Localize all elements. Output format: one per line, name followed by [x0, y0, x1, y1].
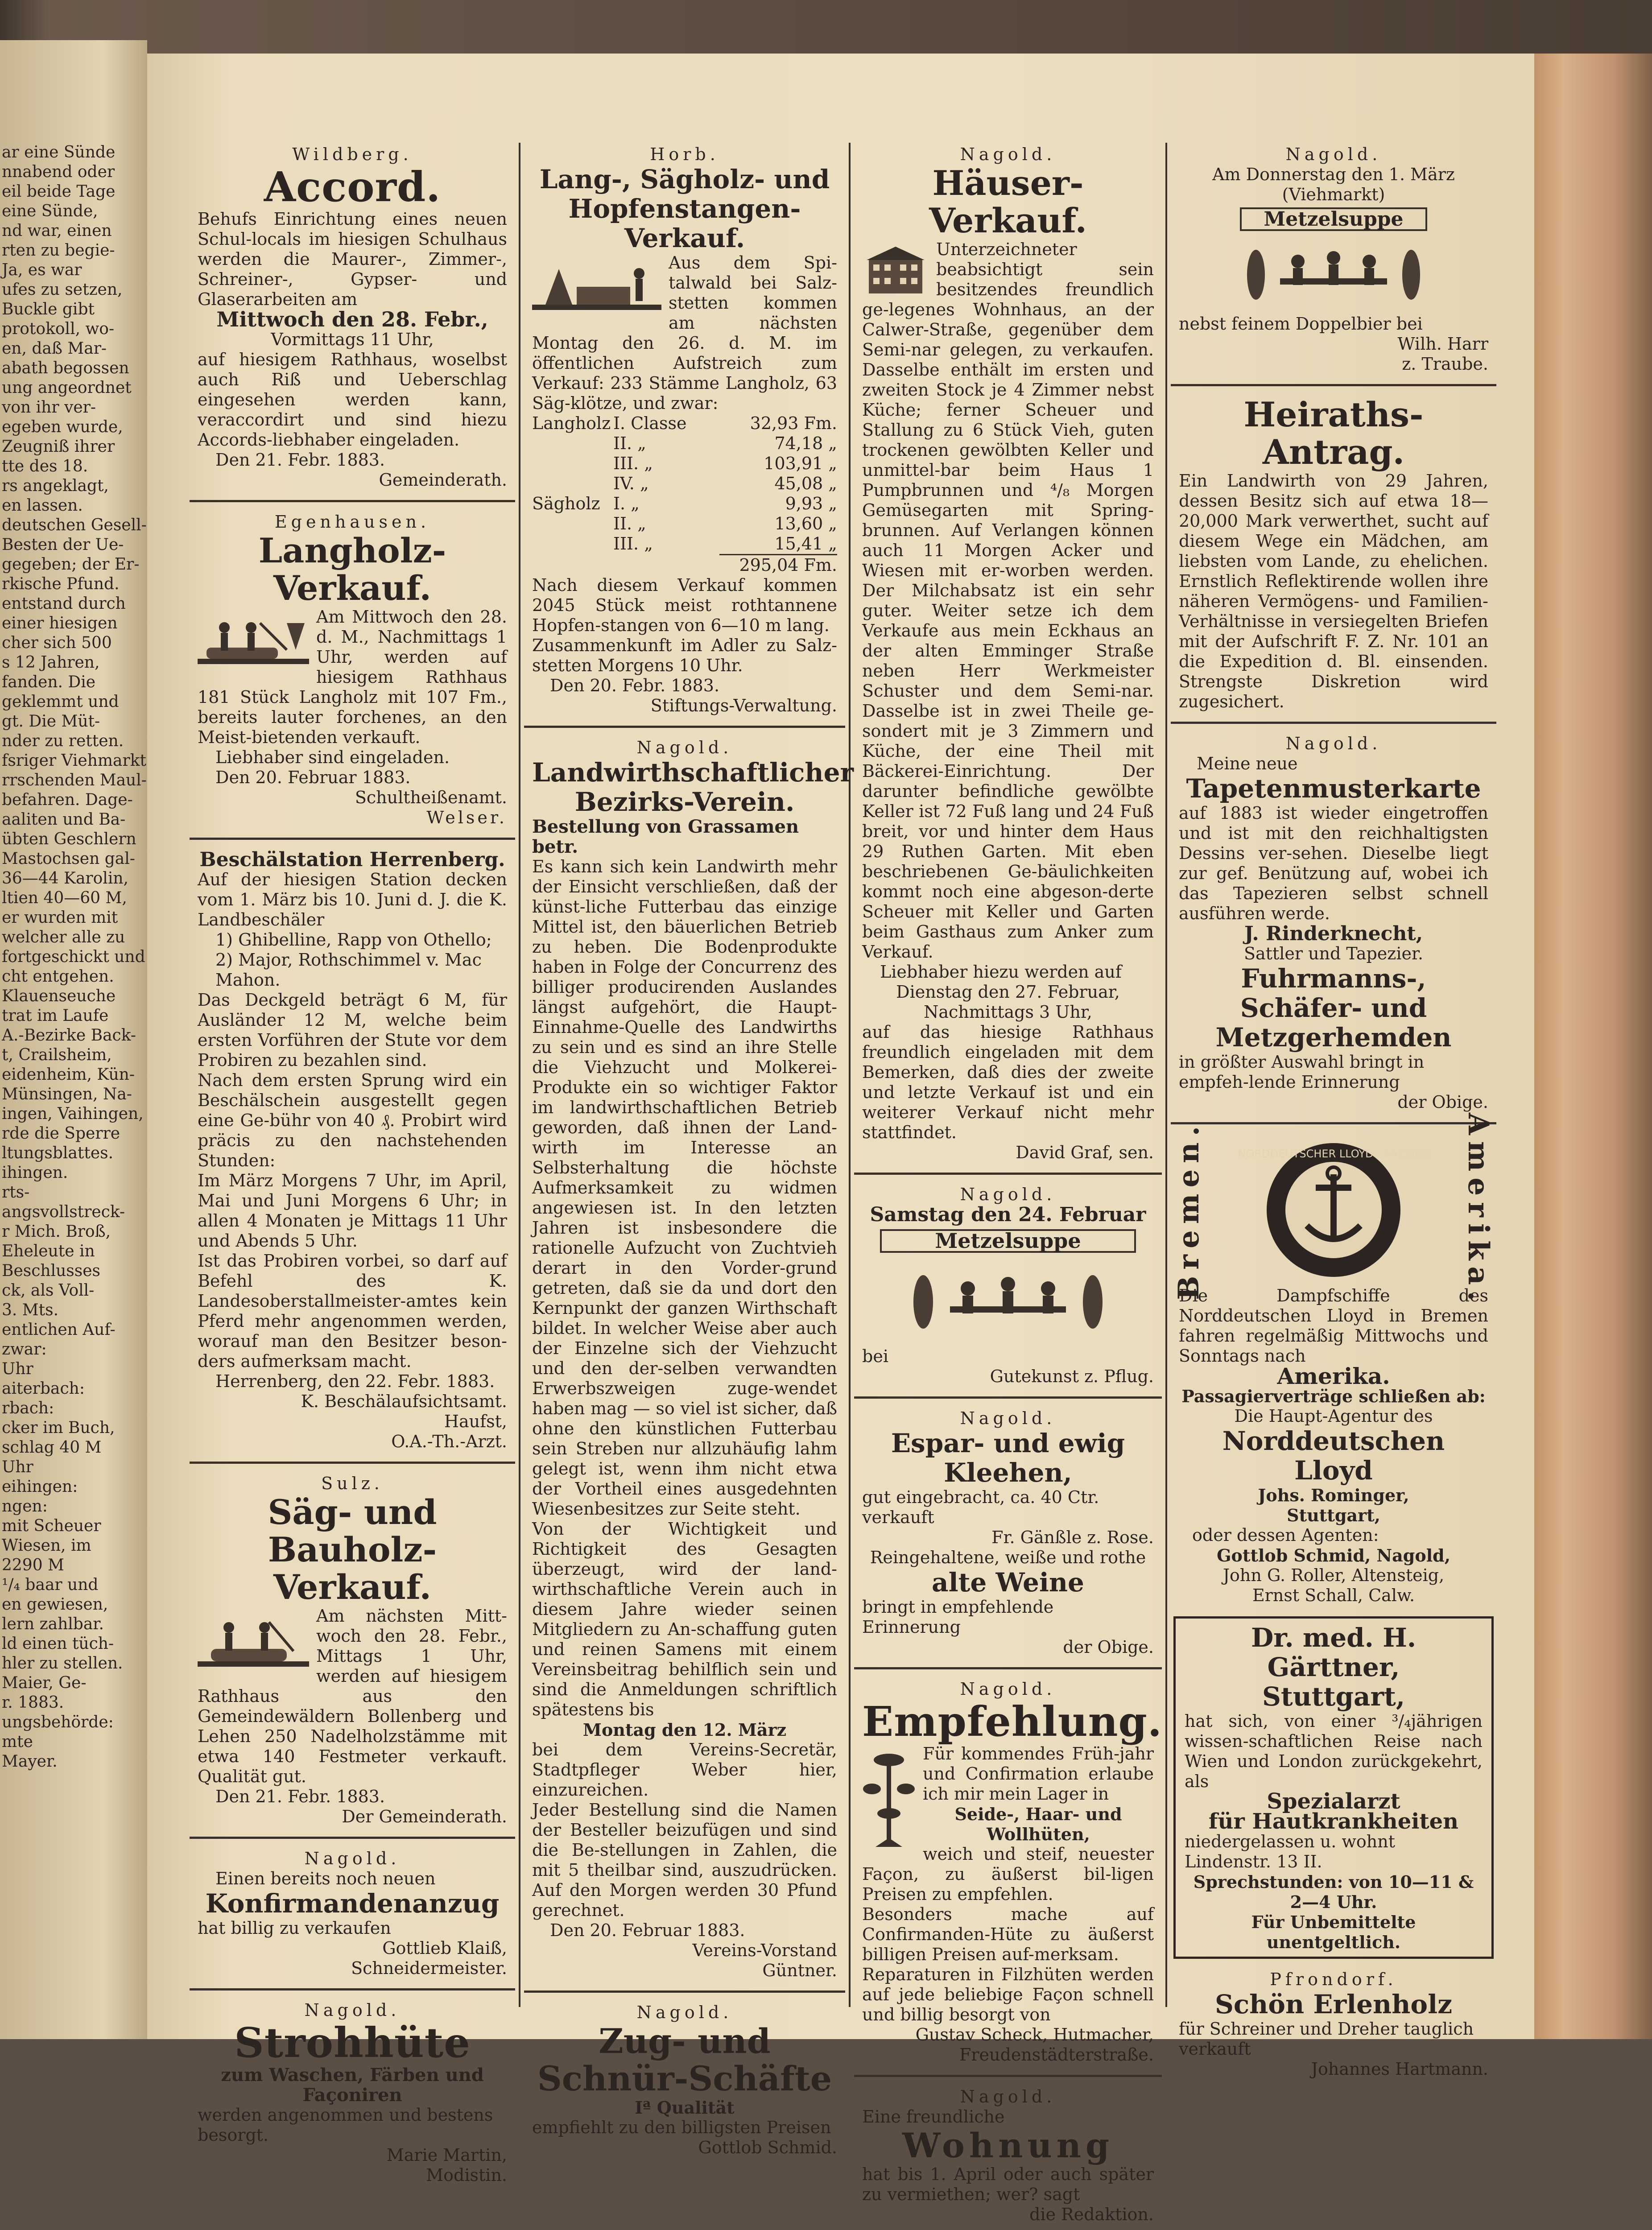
ad-dr-gaerttner [1173, 1616, 1494, 1959]
headline: Wohnung [902, 2126, 1114, 2165]
table-cell: 15,41 „ [774, 534, 837, 553]
left-page-line: entlichen Auf- [2, 1321, 116, 1339]
left-page-line: mte [2, 1733, 33, 1751]
dateline: Den 20. Febr. 1883. [550, 676, 720, 695]
left-page-line: nnabend oder [2, 163, 115, 181]
left-page-line: cker im Buch, [2, 1419, 115, 1437]
left-page-line: r Mich. Broß, [2, 1222, 111, 1241]
ad-text: Auf der hiesigen Station decken vom 1. März bis 10. Juni d. J. die K. Landbeschäler [198, 870, 507, 929]
place: Nagold. [1285, 145, 1382, 164]
signature: die Redaktion. [1029, 2205, 1154, 2224]
ad-konfirmandenanzug [190, 1842, 515, 1985]
ad-bold: Seide-, Haar- und Wollhüten, [954, 1804, 1122, 1844]
ad-text: Am nächsten Mitt-woch den 28. Febr., Mittags 1 Uhr, werden auf hiesigem Rathhaus aus den Gemeindewäldern Bollenberg und Lehen 250 Nadelholzstämme mit etwa 140 Festmeter verkauft. Qualität gut. [198, 1606, 507, 1786]
feast-illustration [1240, 234, 1427, 314]
ad-text-3: Zusammenkunft im Adler zu Salz-stetten Morgens 10 Uhr. [532, 636, 837, 675]
left-page-line: rkische Pfund. [2, 575, 120, 593]
ad-date: Dienstag den 27. Februar, [896, 982, 1120, 1002]
ad-text-2: auf hiesigem Rathhaus, woselbst auch Riß und Ueberschlag eingesehen werden kann, veraccordirt und sind hiezu Accords-liebhaber eingeladen. [198, 350, 507, 450]
woodcutters-illustration [198, 1609, 309, 1676]
headline: Landwirthschaftlicher Bezirks-Verein. [532, 757, 854, 817]
dateline: Herrenberg, den 22. Febr. 1883. [215, 1371, 495, 1391]
feast-illustration [905, 1257, 1111, 1346]
ad-metzelsuppe-traube [1171, 138, 1496, 380]
headline: Häuser-Verkauf. [929, 163, 1087, 240]
left-page-line: Eheleute in [2, 1242, 95, 1260]
left-page-line: A.-Bezirke Back- [2, 1026, 136, 1045]
ad-text-3: auf das hiesige Rathhaus freundlich eingeladen mit dem Bemerken, daß dies der zweite und letzte Verkauf ist und ein weiterer Verkauf nicht mehr stattfindet. [862, 1022, 1154, 1142]
book-spine-edge [1525, 54, 1652, 2039]
ad-sulz-holz [190, 1467, 515, 1833]
dateline: Den 20. Februar 1883. [550, 1920, 745, 1940]
left-page-line: rten zu begie- [2, 241, 115, 260]
ad-empfehlung-huete [854, 1673, 1162, 2071]
ad-text: Ein Landwirth von 29 Jahren, dessen Besitz sich auf etwa 18—20,000 Mark verwerthet, sucht auf diesem Wege ein Mädchen, am liebsten vom Lande, zu ehelichen. Ernstlich Reflektirende wollen ihre näheren Vermögens- und Familien-Verhältnisse in versiegelten Briefen mit der Aufschrift F. Z. Nr. 101 an die Expedition d. Bl. einsenden. Strengste Diskretion wird zugesichert. [1179, 471, 1488, 711]
table-row [532, 413, 837, 434]
signature-title: Freudenstädterstraße. [959, 2045, 1154, 2065]
signature: Wilh. Harr [1397, 334, 1488, 354]
headline: Langholz-Verkauf. [258, 531, 446, 608]
signature-place: Stuttgart, [1287, 1505, 1380, 1525]
left-page-line: rbach: [2, 1399, 54, 1417]
place: Nagold. [960, 1679, 1056, 1699]
ad-text: empfiehlt zu den billigsten Preisen [532, 2118, 831, 2137]
signature: David Graf, sen. [1016, 1143, 1154, 1162]
signature: J. Rinderknecht, [1244, 922, 1423, 945]
ad-beschaelstation [190, 843, 515, 1458]
table-cell: Sägholz [532, 494, 600, 513]
left-page-line: von ihr ver- [2, 398, 96, 417]
list-item: 1) Ghibelline, Rapp von Othello; [215, 930, 492, 950]
left-page-line: schlag 40 M [2, 1438, 102, 1457]
ad-date: Montag den 12. März [582, 1720, 787, 1740]
left-page-line: eidenheim, Kün- [2, 1065, 135, 1084]
signature-title: Schneidermeister. [351, 1958, 507, 1978]
office-hours: Sprechstunden: von 10—11 & 2—4 Uhr. [1193, 1872, 1474, 1912]
house-icon [862, 242, 929, 296]
left-page-text [2, 143, 145, 1772]
ad-text-2: Nach diesem Verkauf kommen 2045 Stück meist rothtannene Hopfen-stangen von 6—10 m lang. [532, 575, 837, 635]
ad-norddeutscher-lloyd [1171, 1112, 1496, 1612]
signature: Schultheißenamt. [355, 788, 507, 807]
ad-text-2: niedergelassen u. wohnt Lindenstr. 13 II. [1185, 1832, 1396, 1871]
signature-title: O.A.-Th.-Arzt. [391, 1432, 507, 1451]
place: Egenhausen. [274, 512, 430, 532]
amerika-label: Amerika. [1462, 1112, 1495, 1308]
table-cell: 45,08 „ [774, 474, 837, 493]
ad-text-3: bei dem Vereins-Secretär, Stadtpfleger Weber hier, einzureichen. [532, 1740, 837, 1800]
signature-name: Welser. [426, 808, 507, 827]
signature: Gottlieb Klaiß, [382, 1938, 507, 1958]
ad-heiraths-antrag [1171, 390, 1496, 718]
ad-paren: (Viehmarkt) [1282, 185, 1385, 204]
ad-text-3: bringt in empfehlende Erinnerung [862, 1597, 1054, 1637]
table-cell: III. „ [613, 534, 653, 553]
ad-text-3: oder dessen Agenten: [1192, 1525, 1379, 1545]
left-page-line: einer hiesigen [2, 614, 118, 632]
ad-kleehen-weine [854, 1402, 1162, 1664]
signature: Gemeinderath. [379, 470, 507, 490]
ad-text: Es kann sich kein Landwirth mehr der Einsicht verschließen, daß der künst-liche Futterbau das einzige Mittel ist, den bäuerlichen Betrieb zu heben. Die Bodenprodukte haben in Folge der Concurrenz des billiger producirenden Auslandes längst aufgehört, die Haupt-Einnahme-Quelle des Landwirths zu sein und es sind an ihre Stelle die Viehzucht und Molkerei-Produkte ein so wichtiger Faktor im landwirthschaftlichen Betrieb geworden, daß ihnen der Land-wirth im Interesse an Selbsterhaltung die höchste Aufmerksamkeit zu widmen angewiesen ist. In den letzten Jahren ist insbesondere die rationelle Aufzucht von Zuchtvieh derart in den Vorder-grund getreten, daß sie da und dort den Kernpunkt der ganzen Wirthschaft bildet. In welcher Weise aber auch der Einzelne sich der Viehzucht und den der-selben verwandten Erwerbszweigen zuge-wendet haben mag — so viel ist sicher, daß ohne den künstlichen Futterbau sein Streben nur allzuhäufig lahm gelegt ist, wenn ihm nicht etwa der Vortheil eines ausgedehnten Wiesenbesitzes zur Seite steht. [532, 857, 837, 1519]
signature-3: der Obige. [1397, 1092, 1488, 1112]
ad-text: Eine freundliche [862, 2107, 1005, 2127]
headline: Espar- und ewig Kleehen, [891, 1428, 1125, 1488]
ad-text-3: Nach dem ersten Sprung wird ein Beschälschein ausgestellt gegen eine Ge-bühr von 40 ₰. Probirt wird präcis zu den nachstehenden Stunden: [198, 1070, 507, 1170]
subheadline: Bestellung von Grassamen betr. [532, 816, 799, 857]
left-page-line: egeben wurde, [2, 418, 123, 436]
table-cell: 9,93 „ [785, 494, 837, 513]
table-cell: IV. „ [613, 474, 649, 493]
ad-time: Vormittags 11 Uhr, [271, 330, 434, 349]
anchor-seal-icon [1238, 1139, 1429, 1281]
table-cell: Langholz [532, 413, 611, 433]
headline: Zug- und Schnür-Schäfte [537, 2021, 832, 2098]
signature: Marie Martin, [386, 2145, 507, 2165]
table-row [532, 534, 837, 554]
ad-text-2: nebst feinem Doppelbier bei [1179, 314, 1423, 334]
ad-date: Mittwoch den 28. Febr., [216, 307, 488, 331]
place: Nagold. [636, 2003, 733, 2022]
left-page-line: ungsbehörde: [2, 1713, 114, 1731]
left-page-line: ld einen tüch- [2, 1635, 114, 1653]
left-page-line: entstand durch [2, 595, 126, 613]
ad-erlenholz [1171, 1963, 1496, 2085]
left-page-line: gt. Die Müt- [2, 712, 100, 731]
left-page-line: s 12 Jahren, [2, 653, 100, 672]
headline: Dr. med. H. Gärttner, [1251, 1623, 1417, 1682]
ad-text: Unterzeichneter beabsichtigt sein besitzendes freundlich ge-legenes Wohnhaus, an der Calwer-Straße, gegenüber dem Semi-nar gelegen, zu verkaufen. Dasselbe enthält im ersten und zweiten Stock je 4 Zimmer nebst Küche; ferner Scheuer und Stallung zu 6 Stück Vieh, guten trockenen gewölbten Keller und unmittel-bar beim Haus 1 Pumpbrunnen und ⁴/₈ Morgen Gemüsegarten mit Spring-brunnen. Auf Verlangen können auch 11 Morgen Acker und Wiesen mit er-worben werden. Der Milchabsatz ist ein sehr guter. Weiter setze ich dem Verkaufe aus mein Eckhaus an der alten Emminger Straße neben Herr Werkmeister Schuster und dem Semi-nar. Dasselbe ist in zwei Theile ge-sondert mit je 3 Zimmern und Küche, der eine Theil mit Bäckerei-Einrichtung. Der darunter befindliche gewölbte Keller ist 72 Fuß lang und 24 Fuß breit, vor und hinter dem Haus 29 Ruthen Garten. Mit eben beschriebenen Ge-bäulichkeiten kommt noch eine abgeson-derte Scheuer mit Keller und Garten beim Gasthaus zum Anker zum Verkauf. [862, 240, 1154, 962]
left-page-line: Uhr [2, 1360, 33, 1378]
ad-wohnung [854, 2081, 1162, 2230]
left-page-line: rrschenden Maul- [2, 771, 147, 789]
table-cell: 103,91 „ [764, 454, 837, 473]
left-page-line: fortgeschickt und [2, 948, 145, 966]
left-page-line: r. 1883. [2, 1693, 64, 1712]
table-cell: I. „ [613, 494, 640, 513]
left-page-line: nd war, einen [2, 222, 112, 240]
left-page-line: welcher alle zu [2, 928, 125, 946]
left-page-line: eine Sünde, [2, 202, 98, 220]
signature-title: Sattler und Tapezier. [1243, 944, 1424, 963]
left-page-line: Buckle gibt [2, 300, 95, 318]
place: Nagold. [960, 1408, 1056, 1428]
table-row [532, 514, 837, 534]
ad-time: Nachmittags 3 Uhr, [924, 1002, 1092, 1022]
ad-text-2: hat billig zu verkaufen [198, 1918, 391, 1938]
seal-text: NORDDEUTSCHER LLOYD · BREMEN [1238, 1148, 1429, 1160]
headline: Strohhüte [234, 2019, 471, 2067]
headline-2: Norddeutschen Lloyd [1222, 1426, 1445, 1486]
column-4 [1171, 138, 1496, 2085]
left-page-line: fanden. Die [2, 673, 96, 691]
list-item: 2) Major, Rothschimmel v. Mac Mahon. [215, 950, 482, 990]
ad-text-2: Liebhaber hiezu werden auf [880, 962, 1122, 982]
ad-text: bei [862, 1346, 888, 1366]
place: Wildberg. [292, 145, 413, 164]
place: Nagold. [304, 2000, 401, 2020]
table-cell [532, 514, 608, 534]
signature: Gutekunst z. Pflug. [990, 1367, 1154, 1386]
timber-table [532, 413, 837, 554]
left-page-line: angsvollstreck- [2, 1203, 125, 1221]
ad-text: werden angenommen und bestens besorgt. [198, 2105, 493, 2145]
signature: Gottlob Schmid. [698, 2138, 837, 2157]
headline-2: Stuttgart, [1262, 1681, 1405, 1712]
left-page-line: er wurden mit [2, 909, 118, 927]
left-page-line: ung angeordnet [2, 379, 132, 397]
left-page-line: 36—44 Karolin, [2, 869, 128, 888]
column-1 [190, 138, 515, 2192]
table-cell: 13,60 „ [774, 514, 837, 533]
forest-illustration [532, 256, 661, 318]
table-cell: II. „ [613, 434, 646, 453]
headline: Lang-, Sägholz- und Hopfenstangen-Verkauf. [539, 164, 830, 253]
ad-text-3: Besonders mache auf Confirmanden-Hüte zu äußerst billigen Preisen auf-merksam. [862, 1904, 1154, 1964]
left-page-line: ar eine Sünde [2, 143, 116, 161]
left-page-line: 3. Mts. [2, 1301, 59, 1319]
left-page-line: rde die Sperre [2, 1124, 120, 1143]
left-page-line: Münsingen, Na- [2, 1085, 132, 1103]
signature: Johs. Rominger, [1258, 1485, 1409, 1505]
left-page-line: abath begossen [2, 359, 129, 377]
left-page-line: aaliten und Ba- [2, 810, 126, 829]
headline: Accord. [264, 163, 441, 211]
ad-text: Einen bereits noch neuen [215, 1869, 436, 1888]
banner: Metzelsuppe [880, 1229, 1136, 1253]
ad-text: für Schreiner und Dreher tauglich verkauft [1179, 2019, 1474, 2059]
place: Nagold. [960, 2087, 1056, 2106]
signature: K. Beschälaufsichtsamt. [301, 1392, 507, 1411]
left-page-line: deutschen Gesell- [2, 516, 147, 534]
bremen-label: Bremen. [1172, 1120, 1206, 1300]
agent: Gottlob Schmid, Nagold, [1217, 1545, 1450, 1565]
ad-text: Behufs Einrichtung eines neuen Schul-locals im hiesigen Schulhaus werden die Maurer-, Zimmer-, Schreiner-, Gypser- und Glaserarbeiten am [198, 209, 507, 309]
ad-text: Für kommendes Früh-jahr und Confirmation erlaube ich mir mein Lager in [923, 1744, 1154, 1804]
left-page-line: 2290 M [2, 1556, 64, 1574]
place: Nagold. [304, 1849, 401, 1868]
left-page-line: tte des 18. [2, 457, 88, 475]
ad-landwirthschaftlicher-verein [524, 731, 854, 1987]
headline: Amerika. [1277, 1363, 1390, 1389]
left-page-line: hler zu stellen. [2, 1654, 123, 1672]
signature-2: z. Traube. [1402, 354, 1488, 374]
subheadline: Spezialarzt [1267, 1789, 1400, 1814]
left-page-line: gegeben; der Er- [2, 555, 140, 574]
table-row [532, 494, 837, 514]
left-page-line: Besten der Ue- [2, 536, 124, 554]
table-cell: II. „ [613, 514, 646, 533]
left-page-line: trat im Laufe [2, 1007, 109, 1025]
left-page-line: Zeugniß ihrer [2, 438, 115, 456]
left-page-line: ¹/₄ baar und [2, 1576, 99, 1594]
left-page-line: ltien 40—60 M, [2, 889, 127, 907]
left-page-line: en lassen. [2, 496, 83, 515]
ad-text: Am Donnerstag den 1. März [1212, 165, 1455, 184]
ad-text-4: Im März Morgens 7 Uhr, im April, Mai und Juni Morgens 6 Uhr; in allen 4 Monaten je Mittags 11 Uhr und Abends 5 Uhr. [198, 1171, 507, 1251]
timber-total: 295,04 Fm. [719, 554, 837, 575]
headline-2: Fuhrmanns-, Schäfer- und Metzgerhemden [1215, 963, 1452, 1053]
ad-haeuser-verkauf [854, 138, 1162, 1169]
place: Nagold. [960, 145, 1056, 164]
left-page-line: en, daß Mar- [2, 339, 107, 358]
signature: Gustav Scheck, Hutmacher, [915, 2025, 1154, 2044]
ad-text-2: Von der Wichtigkeit und Richtigkeit des Gesagten überzeugt, wird der land-wirthschaftliche Verein auch in diesem Jahre wieder seinen Mitgliedern zu An-schaffung guten und reinen Samens mit einem Vereinsbeitrag behilflich sein und sind die Anmeldungen schriftlich spätestens bis [532, 1519, 837, 1719]
subheadline: Passagierverträge schließen ab: [1181, 1386, 1486, 1406]
dateline: Den 21. Febr. 1883. [215, 450, 385, 470]
banner: Metzelsuppe [1240, 207, 1427, 231]
subheadline-2: für Hautkrankheiten [1208, 1809, 1459, 1834]
left-page-line: ingen, Vaihingen, [2, 1105, 144, 1123]
headline: Empfehlung. [862, 1697, 1162, 1746]
column-2 [524, 138, 854, 2164]
left-page-line: ltungsblattes. [2, 1144, 114, 1162]
ad-text-2: Liebhaber sind eingeladen. [215, 747, 450, 767]
ad-text: Die Dampfschiffe des Norddeutschen Lloyd in Bremen fahren regelmäßig Mittwochs und Sonntags nach [1179, 1286, 1488, 1366]
left-page [0, 40, 147, 2039]
signature: Vereins-Vorstand [692, 1941, 837, 1960]
left-page-line: Uhr [2, 1458, 33, 1476]
dateline: Den 21. Febr. 1883. [215, 1787, 385, 1806]
left-page-line: ihingen. [2, 1164, 68, 1182]
left-page-line: en gewiesen, [2, 1595, 108, 1614]
ad-text: Am Mittwoch den 28. d. M., Nachmittags 1 Uhr, werden auf hiesigem Rathhaus 181 Stück Langholz mit 107 Fm., bereits lauter forchenes, an den Meist-bietenden verkauft. [198, 607, 507, 747]
table-cell [532, 454, 608, 474]
ad-text: Meine neue [1197, 754, 1298, 773]
signature-name: Güntner. [762, 1961, 837, 1980]
place: Nagold. [1285, 734, 1382, 753]
ad-schaefte [524, 1996, 845, 2164]
table-row [532, 454, 837, 474]
ad-text-2: hat bis 1. April oder auch später zu vermiethen; wer? sagt [862, 2164, 1154, 2204]
dateline: Den 20. Februar 1883. [215, 768, 411, 787]
left-page-line: zwar: [2, 1340, 47, 1359]
place: Horb. [650, 145, 719, 164]
headline: Heiraths-Antrag. [1243, 395, 1424, 472]
signature-name: Haufst, [444, 1412, 507, 1431]
left-page-line: rts- [2, 1183, 30, 1202]
left-page-line: befahren. Dage- [2, 791, 133, 809]
ad-text-5: Ist das Probiren vorbei, so darf auf Befehl des K. Landesoberstallmeister-amtes kein Pferd mehr angenommen werden, worauf man den Besitzer beson-ders aufmerksam macht. [198, 1251, 507, 1371]
left-page-line: protokoll, wo- [2, 320, 115, 338]
table-cell: 74,18 „ [774, 434, 837, 453]
left-page-line: t, Crailsheim, [2, 1046, 112, 1064]
ad-text-4: Jeder Bestellung sind die Namen der Besteller beizufügen und sind die Be-stellungen in Zahlen, die mit 5 theilbar sind, auszudrücken. Auf den Morgen werden 30 Pfund gerechnet. [532, 1800, 837, 1920]
left-page-line: Wiesen, im [2, 1536, 91, 1555]
table-row [532, 474, 837, 494]
left-page-line: übten Geschlern [2, 830, 136, 848]
ad-metzelsuppe-pflug [854, 1178, 1162, 1393]
headline: Beschälstation Herrenberg. [199, 848, 505, 871]
left-page-line: fsriger Viehmarkt [2, 752, 146, 770]
left-page-line: cht entgehen. [2, 967, 114, 986]
headline: Konfirmandenanzug [205, 1888, 500, 1919]
table-cell [532, 474, 608, 494]
ad-text-2: Das Deckgeld beträgt 6 M, für Ausländer 12 M, welche beim ersten Vorführen der Stute vor dem Probiren zu bezahlen sind. [198, 990, 507, 1070]
left-page-line: eil beide Tage [2, 182, 116, 201]
ad-text-2: weich und steif, neuester Façon, zu äußerst bil-ligen Preisen zu empfehlen. [862, 1844, 1154, 1904]
table-cell [532, 434, 608, 454]
left-page-line: Maier, Ge- [2, 1674, 87, 1692]
left-page-line: ck, als Voll- [2, 1281, 95, 1300]
ad-text-3: in größter Auswahl bringt in empfeh-lende Erinnerung [1179, 1052, 1425, 1092]
ad-text: gut eingebracht, ca. 40 Ctr. verkauft [862, 1487, 1099, 1527]
place: Pfrondorf. [1270, 1970, 1397, 1989]
ad-text: hat sich, von einer ³/₄jährigen wissen-schaftlichen Reise nach Wien und London zurückgekehrt, als [1185, 1711, 1483, 1791]
headline: Säg- und Bauholz-Verkauf. [268, 1492, 437, 1607]
ad-wildberg-accord [190, 138, 515, 496]
left-page-line: ngen: [2, 1497, 48, 1516]
left-page-line: Beschlusses [2, 1262, 101, 1280]
headline: Tapetenmusterkarte [1186, 773, 1481, 804]
left-page-line: lern zahlbar. [2, 1615, 104, 1633]
agent: John G. Roller, Altensteig, [1222, 1565, 1445, 1585]
free-note: Für Unbemittelte unentgeltlich. [1251, 1912, 1416, 1952]
table-row [532, 434, 837, 454]
signature-title: Modistin. [426, 2165, 507, 2185]
agent: Ernst Schall, Calw. [1252, 1586, 1415, 1605]
left-page-line: Klauenseuche [2, 987, 116, 1005]
place: Nagold. [636, 738, 733, 757]
left-page-line: cher sich 500 [2, 634, 112, 652]
newspaper-page [147, 54, 1534, 2224]
ad-text-2: auf 1883 ist wieder eingetroffen und ist mit den reichhaltigsten Dessins ver-sehen. Dieselbe liegt zur gef. Benützung auf, wobei ich das Tapezieren selbst schnell ausführen werde. [1179, 803, 1488, 923]
table-cell: I. Classe [613, 413, 687, 433]
ad-text: Aus dem Spi-talwald bei Salz-stetten kommen am nächsten Montag den 26. d. M. im öffentlichen Aufstreich zum Verkauf: 233 Stämme Langholz, 63 Säg-klötze, und zwar: [532, 253, 837, 413]
table-cell: III. „ [613, 454, 653, 473]
ad-horb-holz [524, 138, 845, 722]
headline: Schön Erlenholz [1214, 1989, 1453, 2019]
signature: Johannes Hartmann. [1311, 2059, 1488, 2079]
left-page-line: geklemmt und [2, 693, 119, 711]
place: Sulz. [321, 1474, 384, 1493]
signature: Stiftungs-Verwaltung. [650, 696, 837, 715]
signature-2: der Obige. [1063, 1637, 1154, 1657]
left-page-line: ufes zu setzen, [2, 281, 123, 299]
left-page-line: nder zu retten. [2, 732, 124, 750]
left-page-line: aiterbach: [2, 1379, 85, 1398]
hat-stand-icon [862, 1747, 916, 1854]
ad-tapeten [1171, 727, 1496, 1119]
subheadline: Iª Qualität [635, 2098, 735, 2118]
left-page-line: Ja, es war [2, 261, 82, 279]
ad-strohhuete [190, 1994, 515, 2192]
ad-text-2: Reingehaltene, weiße und rothe [870, 1548, 1146, 1567]
place: Nagold. [960, 1185, 1056, 1204]
ad-text-4: Reparaturen in Filzhüten werden auf jede beliebige Façon schnell und billig besorgt von [862, 1965, 1154, 2024]
signature: Der Gemeinderath. [342, 1807, 507, 1826]
left-page-line: Mayer. [2, 1752, 58, 1771]
left-page-line: eihingen: [2, 1478, 78, 1496]
table-cell [532, 534, 608, 554]
table-cell: 32,93 Fm. [750, 413, 837, 433]
ad-text-2: Die Haupt-Agentur des [1234, 1406, 1433, 1426]
subheadline: zum Waschen, Färben und Façoniren [221, 2065, 484, 2106]
left-page-line: rs angeklagt, [2, 477, 109, 495]
ad-date: Samstag den 24. Februar [870, 1203, 1146, 1226]
left-page-line: Mastochsen gal- [2, 850, 135, 868]
column-3 [854, 138, 1162, 2230]
signature: Fr. Gänßle z. Rose. [991, 1528, 1154, 1547]
left-page-line: mit Scheuer [2, 1517, 101, 1535]
woodcutters-illustration [198, 610, 309, 672]
ad-egenhausen-langholz [190, 506, 515, 834]
headline-2: alte Weine [932, 1567, 1084, 1598]
